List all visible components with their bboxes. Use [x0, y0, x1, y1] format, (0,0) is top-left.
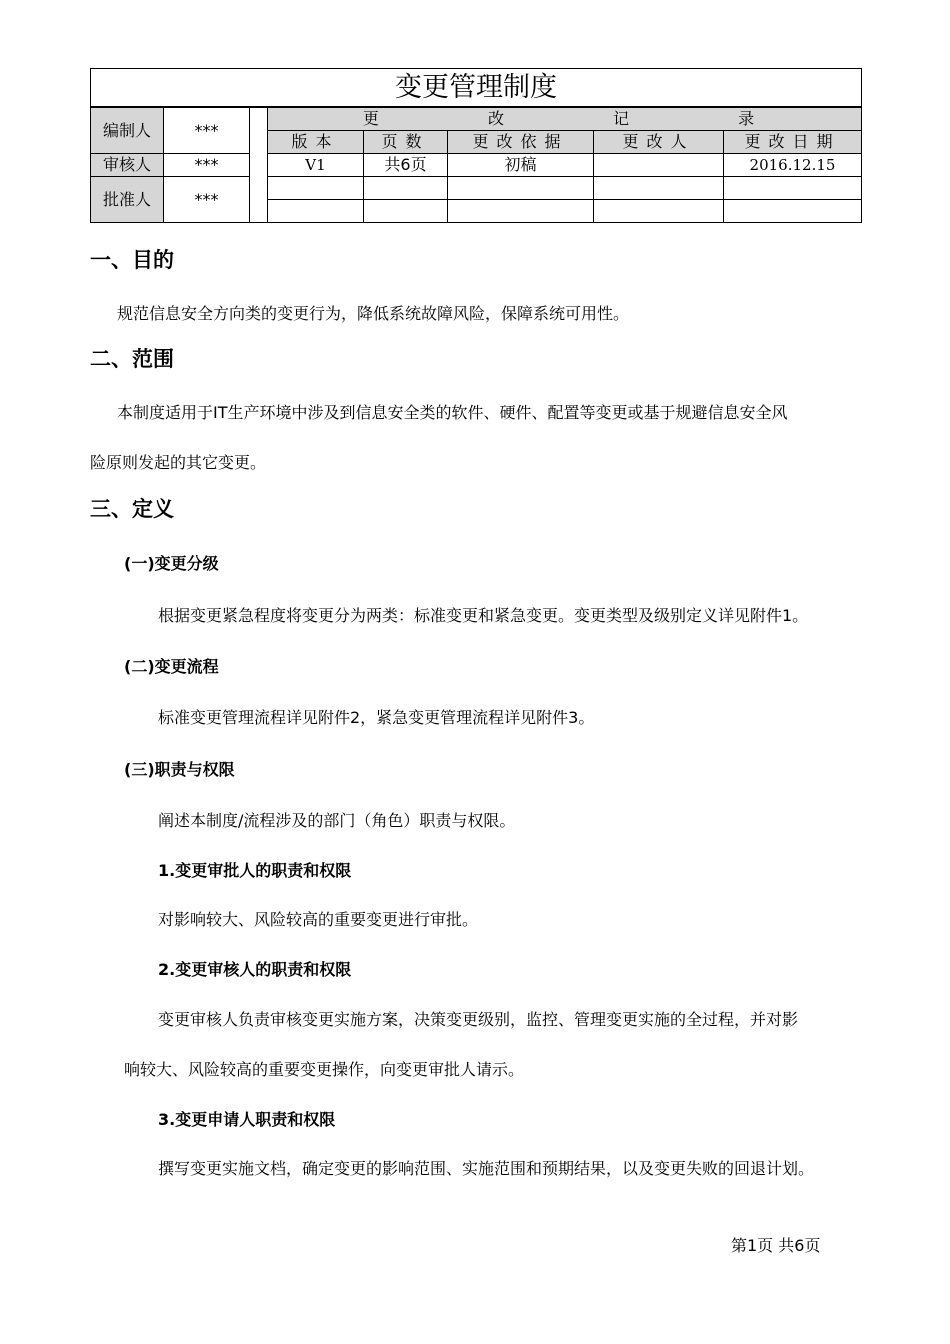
reviewer-value: ***	[164, 154, 250, 177]
section-purpose-heading: 一、目的	[90, 248, 174, 272]
col-changer: 更改人	[594, 131, 724, 154]
compiler-value: ***	[164, 107, 250, 154]
row2-version	[268, 177, 364, 200]
role-reviewer-text-line1: 变更审核人负责审核变更实施方案，决策变更级别，监控、管理变更实施的全过程，并对影	[158, 1010, 799, 1029]
subsection-roles-heading: (三)职责与权限	[124, 760, 235, 779]
row3-date	[724, 200, 862, 223]
row3-version	[268, 200, 364, 223]
row3-basis	[448, 200, 594, 223]
row1-date: 2016.12.15	[724, 154, 862, 177]
subsection-change-process-text: 标准变更管理流程详见附件2，紧急变更管理流程详见附件3。	[158, 708, 595, 727]
row1-basis: 初稿	[448, 154, 594, 177]
col-version: 版本	[268, 131, 364, 154]
role-approver-text: 对影响较大、风险较高的重要变更进行审批。	[158, 910, 479, 929]
page-number-footer: 第1页 共6页	[731, 1236, 821, 1255]
role-reviewer-heading: 2.变更审核人的职责和权限	[158, 960, 352, 979]
subsection-change-level-heading: (一)变更分级	[124, 554, 219, 573]
section-definition-heading: 三、定义	[90, 497, 174, 521]
role-applicant-heading: 3.变更申请人职责和权限	[158, 1110, 336, 1129]
row1-version: V1	[268, 154, 364, 177]
subsection-change-level-text: 根据变更紧急程度将变更分为两类：标准变更和紧急变更。变更类型及级别定义详见附件1。	[158, 606, 809, 625]
section-scope-text-line2: 险原则发起的其它变更。	[90, 453, 267, 472]
reviewer-label: 审核人	[91, 154, 164, 177]
approver-label: 批准人	[91, 177, 164, 223]
section-scope-heading: 二、范围	[90, 347, 174, 371]
section-scope-text-line1: 本制度适用于IT生产环境中涉及到信息安全类的软件、硬件、配置等变更或基于规避信息安全风	[117, 403, 788, 422]
spacer-column	[250, 107, 268, 223]
col-date: 更改日期	[724, 131, 862, 154]
role-applicant-text: 撰写变更实施文档，确定变更的影响范围、实施范围和预期结果，以及变更失败的回退计划。	[158, 1159, 815, 1178]
subsection-change-process-heading: (二)变更流程	[124, 657, 219, 676]
row3-changer	[594, 200, 724, 223]
approver-value: ***	[164, 177, 250, 223]
role-approver-heading: 1.变更审批人的职责和权限	[158, 861, 352, 880]
change-record-title: 更 改 记 录	[268, 107, 862, 131]
row1-pages: 共6页	[364, 154, 448, 177]
col-basis: 更改依据	[448, 131, 594, 154]
document-header-table	[90, 68, 862, 223]
row2-pages	[364, 177, 448, 200]
subsection-roles-text: 阐述本制度/流程涉及的部门（角色）职责与权限。	[158, 811, 516, 830]
role-reviewer-text-line2: 响较大、风险较高的重要变更操作，向变更审批人请示。	[124, 1060, 525, 1079]
compiler-label: 编制人	[91, 107, 164, 154]
row3-pages	[364, 200, 448, 223]
col-pages: 页数	[364, 131, 448, 154]
document-title: 变更管理制度	[91, 69, 862, 108]
section-purpose-text: 规范信息安全方向类的变更行为，降低系统故障风险，保障系统可用性。	[117, 304, 630, 323]
row1-changer	[594, 154, 724, 177]
row2-basis	[448, 177, 594, 200]
row2-date	[724, 177, 862, 200]
row2-changer	[594, 177, 724, 200]
